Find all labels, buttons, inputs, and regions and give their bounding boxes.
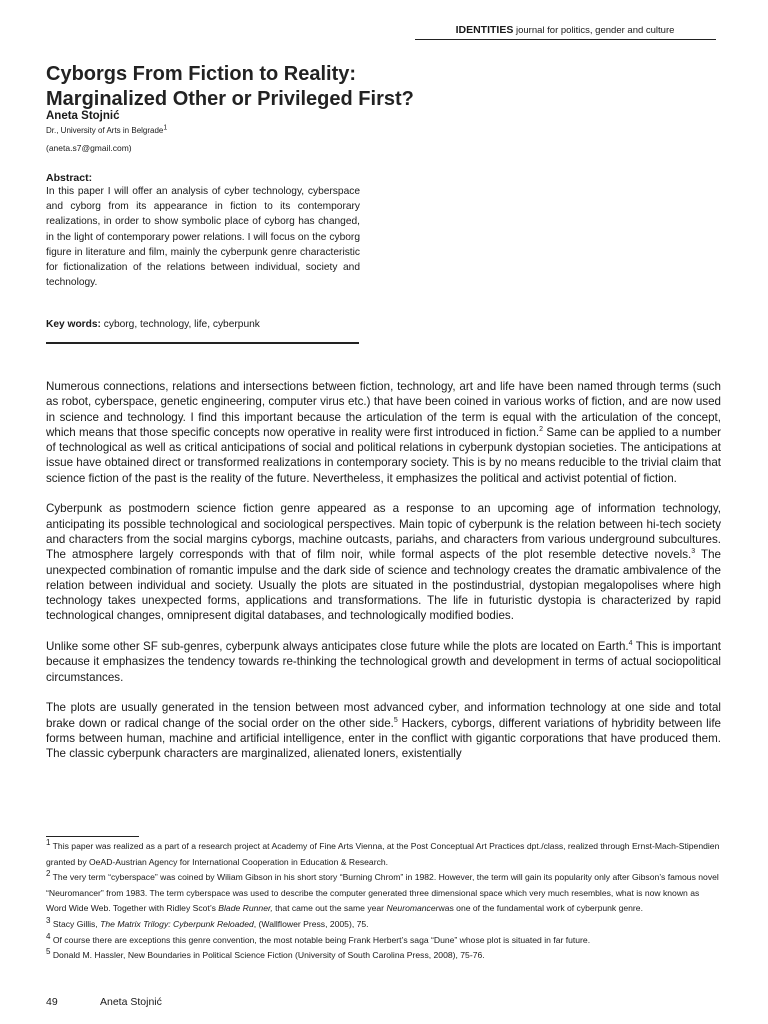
p4-text-a: The plots are usually generated in the tension between most advanced cyber, and information technology at one side and total brake down or radical change of the social order on the other side. — [46, 701, 721, 730]
article-title — [46, 62, 466, 112]
footnote-2-italic-1: Blade Runner, — [218, 903, 273, 914]
footnote-4 — [46, 933, 722, 949]
footnote-3 — [46, 917, 722, 933]
footnote-4-text: Of course there are exceptions this genre convention, the most notable being Frank Herbert’s saga “Dune” whose plot is situated in far future. — [50, 934, 591, 945]
footnote-ref-5[interactable]: 5 — [393, 716, 398, 724]
footnote-2-text-a: The very term “cyberspace” was coined by Wiliam Gibson in his short story “Burning Chrom” in 1982. However, the term will gain its popularity only after Gibson’s famous novel “Neuromancer” from 1983. The term cyberspace was used to describe the computer generated three dimensional space which very much resembles, what is now known as Word Wide Web. Together with Ridley Scot’s — [46, 872, 719, 914]
footnote-1-text: This paper was realized as a part of a research project at Academy of Fine Arts Vienna, at the Post Conceptual Art Practices dpt./class, realized through Ernst-Mach-Stipendien granted by OeAD-Austrian Agency for International Cooperation in Education & Research. — [46, 841, 720, 867]
footnotes — [46, 839, 722, 964]
keywords-label: Key words: — [46, 319, 101, 330]
title-line-1: Cyborgs From Fiction to Reality: — [46, 63, 357, 85]
journal-name: IDENTITIES — [455, 24, 514, 36]
p1-text-a: Numerous connections, relations and intersections between fiction, technology, art and life have been named through terms (such as robot, cyberspace, genetic engineering, computer virus etc.) that have been coined in various works of fiction, and are now used in science and technology. I find this important because the articulation of the term is equal with the articulation of the concept, which means that those specific concepts now operative in reality were first introduced in fiction. — [46, 380, 721, 439]
footnote-5-number: 5 — [46, 947, 51, 957]
footnote-rule — [46, 836, 139, 837]
footnote-4-number: 4 — [46, 931, 51, 941]
footnote-2-italic-2: Neuromancer — [386, 903, 439, 914]
footnote-2 — [46, 870, 722, 917]
keywords-list: cyborg, technology, life, cyberpunk — [103, 319, 260, 330]
p3-text-a: Unlike some other SF sub-genres, cyberpunk always anticipates close future while the plots are located on Earth. — [46, 640, 629, 654]
journal-subtitle: journal for politics, gender and culture — [515, 25, 675, 36]
abstract-text: In this paper I will offer an analysis of cyber technology, cyberspace and cyborg from its appearance in fiction to its contemporary realizations, in order to show symbolic place of cyborg has changed, in the light of contemporary power relations. I will focus on the cyborg figure in literature and film, mainly the cyberpunk genre characteristic for fictionalization of the relations between individual, society and technology. — [46, 186, 360, 289]
affiliation-text: Dr., University of Arts in Belgrade — [46, 126, 164, 135]
author-affiliation — [46, 126, 167, 135]
title-line-2: Marginalized Other or Privileged First? — [46, 88, 414, 110]
p1-text-b: Same can be applied to a number of technological as well as critical anticipations of social and political relations in cyberpunk dystopian societies. The anticipations at issue have obtained direct or transformed realizations in contemporary society. This is by no means reducible to the trivial claim that science fiction of the past is the reality of the future. Nevertheless, it emphasizes the political and activist potential of fiction. — [46, 425, 721, 485]
body-text — [46, 379, 721, 777]
footnote-2-text-b: that came out the same year — [272, 903, 387, 914]
keywords — [46, 319, 360, 330]
footer-author: Aneta Stojnić — [100, 996, 162, 1008]
abstract-label: Abstract: — [46, 172, 93, 184]
footnote-ref-3[interactable]: 3 — [691, 548, 696, 556]
footnote-3-text-a: Stacy Gillis, — [50, 918, 101, 929]
header-rule — [415, 39, 716, 40]
footnote-1 — [46, 839, 722, 870]
footnote-2-text-c: was one of the fundamental work of cyberpunk genre. — [438, 903, 643, 914]
footnote-5-text: Donald M. Hassler, New Boundaries in Political Science Fiction (University of South Carolina Press, 2008), 75-76. — [50, 950, 485, 961]
footnote-2-number: 2 — [46, 869, 51, 879]
abstract-divider — [46, 342, 359, 344]
paragraph-3 — [46, 639, 721, 685]
p2-text-b: The unexpected combination of romantic impulse and the dark side of science and technology creates the dramatic ambivalence of the relation between individual and society. Usually the plots are situated in the postindustrial, dystopian megalopolises where high technology takes unexpected forms, applications and transformations. The life in futuristic dystopia is characterized by rapid technological changes, omnipresent digital databases, and technologically modified bodies. — [46, 548, 721, 623]
affiliation-footnote-ref[interactable]: 1 — [163, 124, 168, 132]
journal-header — [415, 24, 715, 36]
footnote-ref-2[interactable]: 2 — [539, 426, 544, 434]
paragraph-4 — [46, 700, 721, 761]
footnote-ref-4[interactable]: 4 — [628, 640, 633, 648]
paragraph-1 — [46, 379, 721, 486]
p2-text-a: Cyberpunk as postmodern science fiction genre appeared as a response to an upcoming age of information technology, anticipating its possible technological and sociological perspectives. Main topic of cyberpunk is the relation between hi-tech society and characters from the social margins cyborgs, machine outcasts, pariahs, and characters from various underground subcultures. The atmosphere largely corresponds with that of film noir, while formal aspects of the plot resemble detective novels. — [46, 502, 721, 562]
footnote-3-italic: The Matrix Trilogy: Cyberpunk Reloaded — [100, 918, 254, 929]
author-name: Aneta Stojnić — [46, 110, 120, 122]
paragraph-2 — [46, 501, 721, 623]
footnote-3-text-b: , (Wallflower Press, 2005), 75. — [253, 918, 369, 929]
footnote-1-number: 1 — [46, 838, 51, 848]
p4-text-b: Hackers, cyborgs, different variations of hybridity between life forms between human, machine and artificial intelligence, enter in the conflict with gigantic corporations that have produced them. The classic cyberpunk characters are marginalized, alienated loners, existentially — [46, 716, 722, 761]
author-email: (aneta.s7@gmail.com) — [46, 143, 132, 153]
page-number: 49 — [46, 996, 58, 1008]
footnote-3-number: 3 — [46, 916, 51, 926]
footnote-5 — [46, 948, 722, 964]
p3-text-b: This is important because it emphasizes the tendency towards re-thinking the technological growth and development in terms of actual sociopolitical circumstances. — [46, 640, 721, 684]
